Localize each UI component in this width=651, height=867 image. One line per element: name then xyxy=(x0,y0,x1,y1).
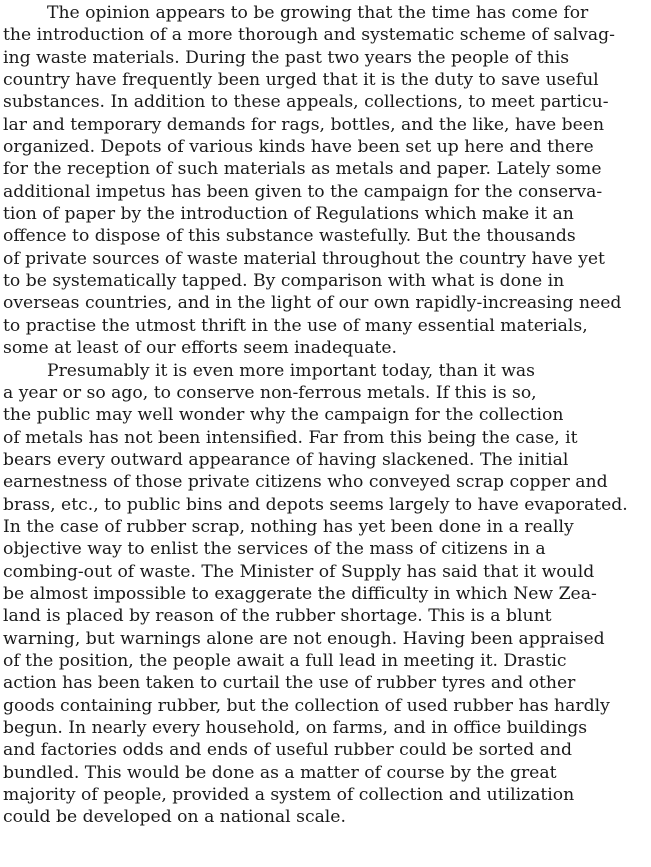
text-line: action has been taken to curtail the use of rubber tyres and other xyxy=(3,673,576,694)
text-line: for the reception of such materials as metals and paper. Lately some xyxy=(3,159,602,180)
text-line: of the position, the people await a full lead in meeting it. Drastic xyxy=(3,650,567,671)
text-line: majority of people, provided a system of collection and utilization xyxy=(3,785,575,806)
text-line: The opinion appears to be growing that the time has come for xyxy=(47,3,589,23)
text-line: some at least of our efforts seem inadequate. xyxy=(3,338,398,359)
text-line: of private sources of waste material throughout the country have yet xyxy=(3,248,605,269)
text-line: lar and temporary demands for rags, bottles, and the like, have been xyxy=(3,114,605,135)
text-line: combing-out of waste. The Minister of Supply has said that it would xyxy=(3,561,595,582)
text-line: a year or so ago, to conserve non-ferrous metals. If this is so, xyxy=(3,382,537,403)
text-line: organized. Depots of various kinds have been set up here and there xyxy=(3,137,594,158)
text-line: substances. In addition to these appeals, collections, to meet particu- xyxy=(3,92,609,113)
text-line: and factories odds and ends of useful rubber could be sorted and xyxy=(3,740,573,761)
text-line: to be systematically tapped. By comparison with what is done in xyxy=(3,271,565,292)
paragraph-2 xyxy=(3,360,649,829)
text-line: be almost impossible to exaggerate the difficulty in which New Zea- xyxy=(3,583,597,604)
text-line: begun. In nearly every household, on farms, and in office buildings xyxy=(3,718,588,738)
text-line: ing waste materials. During the past two years the people of this xyxy=(3,47,570,68)
text-line: In the case of rubber scrap, nothing has yet been done in a really xyxy=(3,516,574,537)
text-line: goods containing rubber, but the collection of used rubber has hardly xyxy=(3,695,610,716)
text-line: additional impetus has been given to the campaign for the conserva- xyxy=(3,181,603,202)
text-line: brass, etc., to public bins and depots seems largely to have evaporated. xyxy=(3,494,628,515)
text-line: the public may well wonder why the campaign for the collection xyxy=(3,405,564,426)
paragraph-1 xyxy=(3,2,649,360)
text-line: could be developed on a national scale. xyxy=(3,807,346,828)
text-line: offence to dispose of this substance wastefully. But the thousands xyxy=(3,226,576,247)
text-line: objective way to enlist the services of the mass of citizens in a xyxy=(3,539,546,560)
text-line: country have frequently been urged that it is the duty to save useful xyxy=(3,70,599,91)
text-line: bears every outward appearance of having slackened. The initial xyxy=(3,449,569,470)
text-line: the introduction of a more thorough and systematic scheme of salvag- xyxy=(3,25,615,46)
text-line: of metals has not been intensified. Far from this being the case, it xyxy=(3,427,578,448)
text-line: bundled. This would be done as a matter of course by the great xyxy=(3,762,557,783)
text-line: land is placed by reason of the rubber shortage. This is a blunt xyxy=(3,606,552,627)
text-line: Presumably it is even more important today, than it was xyxy=(47,360,536,381)
text-line: to practise the utmost thrift in the use of many essential materials, xyxy=(3,315,588,336)
text-line: overseas countries, and in the light of our own rapidly-increasing need xyxy=(3,293,622,314)
text-line: earnestness of those private citizens who conveyed scrap copper and xyxy=(3,472,608,493)
text-line: tion of paper by the introduction of Regulations which make it an xyxy=(3,204,574,225)
text-line: warning, but warnings alone are not enough. Having been appraised xyxy=(3,628,605,649)
